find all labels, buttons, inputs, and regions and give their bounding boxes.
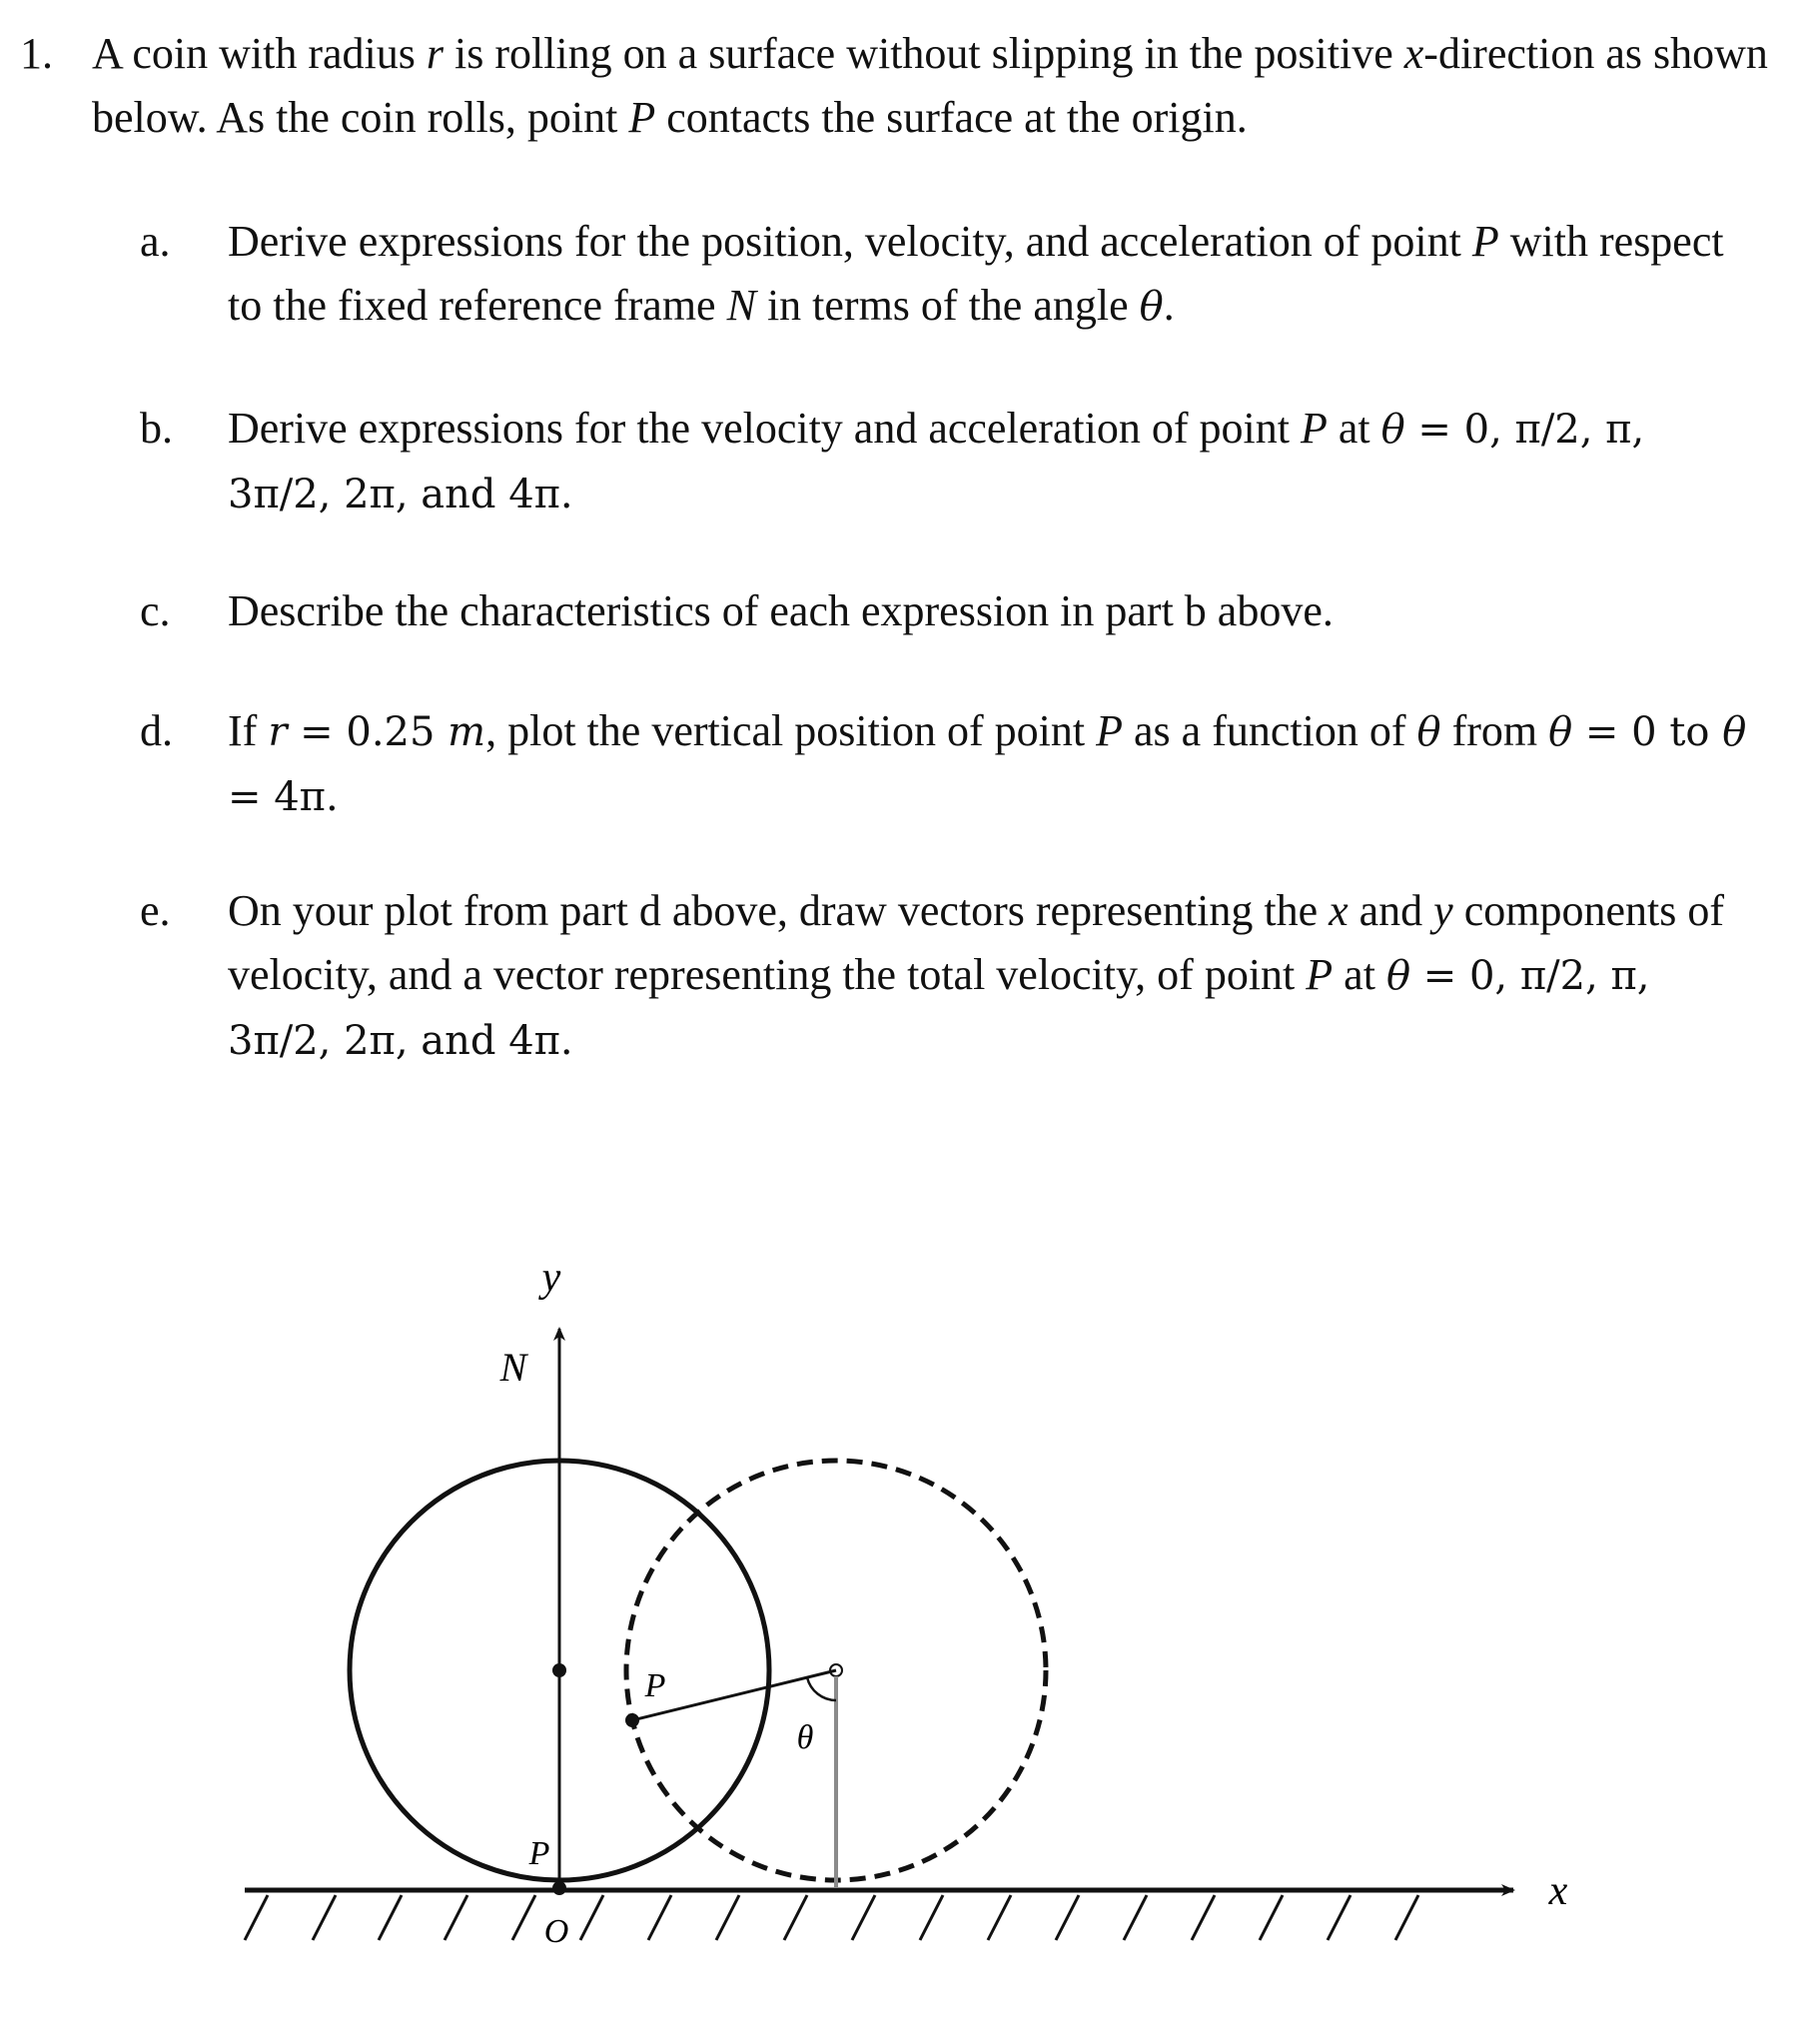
part-e-angle-values: = 0, π/2, π, 3π/2, 2π, and 4π. <box>228 953 1650 1064</box>
part-d-text-2: , plot the vertical position of point <box>485 706 1097 755</box>
part-a-letter: a. <box>140 217 171 266</box>
part-b-letter: b. <box>140 404 173 453</box>
part-d-text-4: from <box>1440 706 1549 755</box>
part-d-range-end: = 4π. <box>228 774 339 820</box>
point-p-rolled <box>625 1713 639 1727</box>
part-b <box>140 397 1758 526</box>
part-a-text-2: with respect to the fixed reference frame <box>228 217 1724 330</box>
part-a-text-3: in terms of the angle <box>755 281 1140 330</box>
part-d-r-symbol: r <box>268 709 288 755</box>
part-d-theta-symbol-3: θ <box>1722 709 1747 755</box>
part-d-unit: m <box>448 709 486 755</box>
part-c-letter: c. <box>140 586 171 635</box>
part-e-p-symbol: P <box>1306 950 1334 999</box>
origin-point <box>552 1881 566 1895</box>
part-d-text <box>228 699 1756 829</box>
part-a-p-symbol: P <box>1471 217 1499 266</box>
theta-angle-arc <box>807 1677 836 1700</box>
part-e-y-symbol: y <box>1433 886 1453 935</box>
part-b-angle-values: = 0, π/2, π, 3π/2, 2π, and 4π. <box>228 407 1645 517</box>
part-d-range-start: = 0 to <box>1572 709 1723 755</box>
part-c <box>140 579 1758 643</box>
part-b-p-symbol: P <box>1300 404 1328 453</box>
frame-n-label: N <box>499 1345 527 1390</box>
theta-label: θ <box>796 1719 814 1756</box>
x-axis-label: x <box>1548 1868 1568 1914</box>
radius-symbol: r <box>426 29 444 78</box>
part-d-theta-symbol-2: θ <box>1548 709 1573 755</box>
part-a-n-symbol: N <box>726 281 756 330</box>
part-e-text-1: On your plot from part d above, draw vectors representing the <box>228 886 1330 935</box>
part-e-letter: e. <box>140 886 171 935</box>
origin-label: O <box>543 1913 569 1950</box>
part-d-text-3: as a function of <box>1123 706 1417 755</box>
part-c-text-1: Describe the characteristics of each expression in part b above. <box>228 586 1334 635</box>
coin-center-initial <box>552 1663 566 1677</box>
part-e-theta-symbol: θ <box>1385 953 1411 999</box>
part-b-text-2: at <box>1327 404 1381 453</box>
problem-number: 1. <box>20 29 53 78</box>
part-e-text-3: components of velocity, and a vector representing the total velocity, of point <box>228 886 1724 999</box>
part-e-x-symbol: x <box>1329 886 1349 935</box>
part-d-letter: d. <box>140 706 173 755</box>
part-d-theta-symbol-1: θ <box>1416 709 1441 755</box>
part-b-theta-symbol: θ <box>1380 407 1405 453</box>
point-p-rolled-label: P <box>644 1667 666 1704</box>
part-d-radius-value: = 0.25 <box>287 709 449 755</box>
part-e-text <box>228 879 1756 1073</box>
part-b-text <box>228 397 1756 526</box>
part-a-text-1: Derive expressions for the position, velocity, and acceleration of point <box>228 217 1472 266</box>
part-b-text-1: Derive expressions for the velocity and acceleration of point <box>228 404 1301 453</box>
intro-text-1: A coin with radius <box>92 29 427 78</box>
part-a-theta-symbol: θ <box>1139 284 1164 330</box>
part-d-text-1: If <box>228 706 269 755</box>
part-a <box>140 210 1758 339</box>
intro-text-3: -direction as shown below. As the coin rolls, point <box>92 29 1768 142</box>
problem-statement <box>92 22 1770 150</box>
x-symbol: x <box>1403 29 1424 78</box>
part-a-text-4: . <box>1163 281 1175 330</box>
part-d-p-symbol: P <box>1096 706 1124 755</box>
part-d <box>140 699 1758 829</box>
ground-hatching <box>245 1895 1418 1940</box>
point-p-symbol: P <box>628 93 656 142</box>
part-e <box>140 879 1758 1073</box>
part-a-text <box>228 210 1756 339</box>
part-c-text <box>228 579 1756 643</box>
rolling-coin-diagram <box>0 1229 1805 2028</box>
y-axis-label: y <box>541 1255 561 1301</box>
problem-1 <box>20 22 1778 150</box>
part-e-text-4: at <box>1333 950 1386 999</box>
intro-text-2: is rolling on a surface without slipping in the positive <box>443 29 1404 78</box>
part-e-text-2: and <box>1348 886 1434 935</box>
intro-text-4: contacts the surface at the origin. <box>655 93 1248 142</box>
point-p-initial-label: P <box>528 1835 550 1872</box>
